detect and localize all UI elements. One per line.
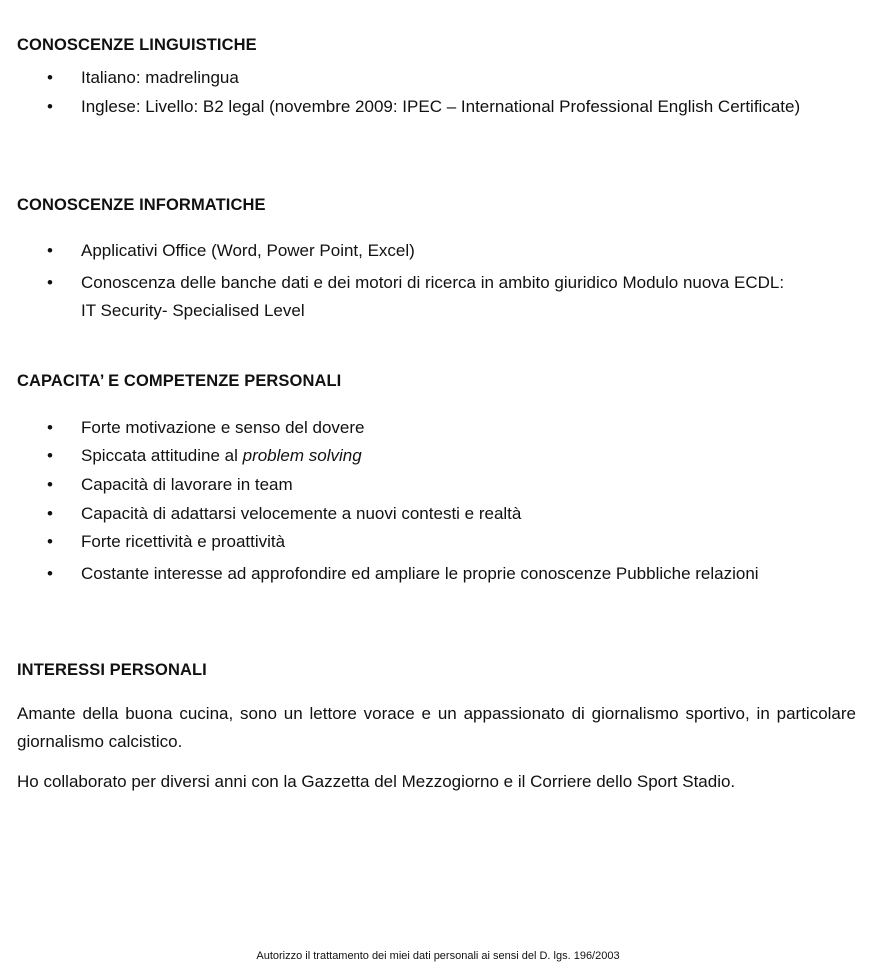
list-item-text: Capacità di lavorare in team [81,475,293,494]
bullet-icon: • [47,532,53,551]
list-item-text: Conoscenza delle banche dati e dei motori di ricerca in ambito giuridico Modulo nuova ECDL: IT Security- Specialised Level [81,273,785,320]
bullet-icon: • [47,564,53,583]
list-item-text: Inglese: Livello: B2 legal (novembre 2009: IPEC – International Professional English Certificate) [81,97,801,116]
paragraph: Amante della buona cucina, sono un lettore vorace e un appassionato di giornalismo sportivo, in particolare giornalismo calcistico. [17,704,856,751]
bullet-icon: • [47,475,53,494]
list-item-text-prefix: Spiccata attitudine al [81,446,243,465]
section-title-computer: CONOSCENZE INFORMATICHE [17,196,266,214]
bullet-icon: • [47,68,53,87]
section-title-languages: CONOSCENZE LINGUISTICHE [17,36,257,54]
section-title-personal-skills: CAPACITA’ E COMPETENZE PERSONALI [17,372,342,390]
bullet-icon: • [47,446,53,465]
paragraph: Ho collaborato per diversi anni con la Gazzetta del Mezzogiorno e il Corriere dello Sport Stadio. [17,772,736,791]
list-item-text: Applicativi Office (Word, Power Point, Excel) [81,241,415,260]
list-item-text-emphasis: problem solving [242,446,362,465]
list-item-text: Costante interesse ad approfondire ed ampliare le proprie conoscenze Pubbliche relazioni [81,564,759,583]
list-item-text: Forte ricettività e proattività [81,532,286,551]
list-item-text: Italiano: madrelingua [81,68,239,87]
bullet-icon: • [47,97,53,116]
footer-consent-note: Autorizzo il trattamento dei miei dati personali ai sensi del D. lgs. 196/2003 [256,950,620,962]
bullet-icon: • [47,418,53,437]
bullet-icon: • [47,504,53,523]
section-title-interests: INTERESSI PERSONALI [17,661,207,679]
list-item-text: Forte motivazione e senso del dovere [81,418,365,437]
bullet-icon: • [47,273,53,292]
bullet-icon: • [47,241,53,260]
list-item-text: Capacità di adattarsi velocemente a nuovi contesti e realtà [81,504,522,523]
list-item-text [81,442,856,470]
